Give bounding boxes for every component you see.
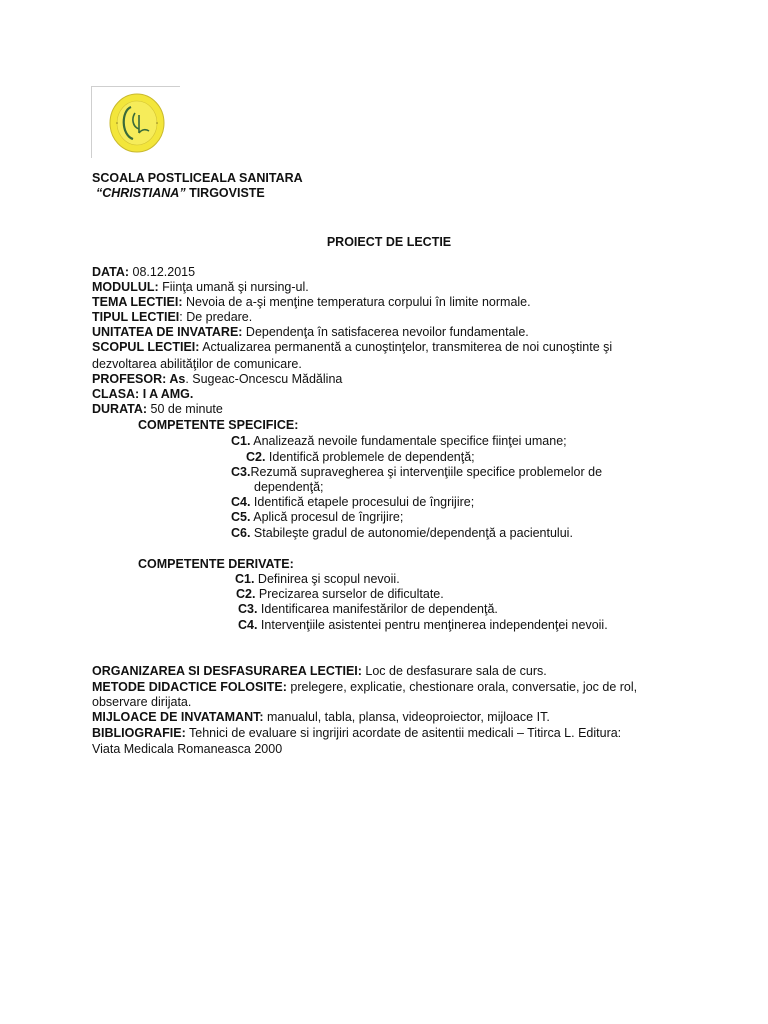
field-tipul-label: TIPUL LECTIEI xyxy=(92,310,180,324)
school-name-line2 xyxy=(96,186,265,201)
competenta-derivata-item xyxy=(236,587,444,602)
competenta-code: C6. xyxy=(231,526,251,540)
school-name: SCOALA POSTLICEALA SANITARA xyxy=(92,171,303,185)
school-logo xyxy=(109,93,165,153)
field-data xyxy=(92,265,195,280)
field-metode-label: METODE DIDACTICE FOLOSITE: xyxy=(92,680,287,694)
competenta-text: Analizează nevoile fundamentale specifice fiinţei umane; xyxy=(250,434,567,448)
field-organizarea xyxy=(92,664,547,679)
field-metode xyxy=(92,680,637,695)
school-city: TIRGOVISTE xyxy=(185,186,265,200)
field-durata xyxy=(92,402,223,417)
competenta-code: C1. xyxy=(231,434,251,448)
competenta-specifica-item xyxy=(231,510,403,525)
competenta-text: Identifică etapele procesului de îngrijire; xyxy=(250,495,475,509)
competenta-text: Definirea şi scopul nevoii. xyxy=(254,572,400,586)
field-mijloace-value: manualul, tabla, plansa, videoproiector, mijloace IT. xyxy=(263,710,550,724)
field-durata-value: 50 de minute xyxy=(147,402,223,416)
competenta-code: C2. xyxy=(246,450,266,464)
competenta-code: C3. xyxy=(231,465,251,479)
field-metode-value: prelegere, explicatie, chestionare orala, conversatie, joc de rol, xyxy=(286,680,638,694)
field-modulul-value: Fiinţa umană şi nursing-ul. xyxy=(158,280,309,294)
competenta-text: Identifică problemele de dependenţă; xyxy=(265,450,475,464)
field-tema-label: TEMA LECTIEI: xyxy=(92,295,183,309)
field-profesor-label: PROFESOR: As xyxy=(92,372,186,386)
school-name-christiana: “CHRISTIANA” xyxy=(96,186,186,200)
competenta-text: Aplică procesul de îngrijire; xyxy=(250,510,404,524)
competenta-code: C4. xyxy=(238,618,258,632)
field-metode-cont: observare dirijata. xyxy=(92,695,192,709)
competenta-text: Precizarea surselor de dificultate. xyxy=(255,587,444,601)
field-clasa: CLASA: I A AMG. xyxy=(92,387,194,401)
competenta-text: Identificarea manifestărilor de dependenţă. xyxy=(257,602,498,616)
competenta-specifica-item xyxy=(231,495,474,510)
competenta-code: C4. xyxy=(231,495,251,509)
competenta-text: Rezumă supravegherea şi intervenţiile specifice problemelor de xyxy=(250,465,603,479)
competenta-specifica-item xyxy=(246,450,475,465)
field-bibliografie xyxy=(92,726,621,741)
field-organizarea-value: Loc de desfasurare sala de curs. xyxy=(361,664,547,678)
field-unitatea-label: UNITATEA DE INVATARE: xyxy=(92,325,243,339)
competenta-code: C1. xyxy=(235,572,255,586)
competenta-text: Stabileşte gradul de autonomie/dependenţă a pacientului. xyxy=(250,526,573,540)
competenta-derivata-item xyxy=(238,618,608,633)
competenta-specifica-item xyxy=(231,526,573,541)
field-unitatea-value: Dependenţa în satisfacerea nevoilor fundamentale. xyxy=(242,325,529,339)
field-unitatea xyxy=(92,325,529,340)
field-tipul-value: : De predare. xyxy=(179,310,253,324)
field-tema xyxy=(92,295,531,310)
field-scopul-label: SCOPUL LECTIEI: xyxy=(92,340,200,354)
competenta-code: C3. xyxy=(238,602,258,616)
competente-derivate-heading: COMPETENTE DERIVATE: xyxy=(138,557,294,571)
competenta-code: C2. xyxy=(236,587,256,601)
competenta-specifica-item xyxy=(231,434,567,449)
competenta-derivata-item xyxy=(235,572,400,587)
field-durata-label: DURATA: xyxy=(92,402,148,416)
field-tema-value: Nevoia de a-şi menţine temperatura corpului în limite normale. xyxy=(182,295,531,309)
field-bibliografie-label: BIBLIOGRAFIE: xyxy=(92,726,186,740)
field-bibliografie-cont: Viata Medicala Romaneasca 2000 xyxy=(92,742,283,756)
competenta-text: Intervenţiile asistentei pentru menţinerea independenţei nevoii. xyxy=(257,618,608,632)
field-scopul-value: Actualizarea permanentă a cunoştinţelor, transmiterea de noi cunoştinte şi xyxy=(199,340,613,354)
field-data-value: 08.12.2015 xyxy=(129,265,196,279)
field-mijloace-label: MIJLOACE DE INVATAMANT: xyxy=(92,710,264,724)
field-data-label: DATA: xyxy=(92,265,130,279)
field-scopul-cont: dezvoltarea abilităţilor de comunicare. xyxy=(92,357,302,371)
competenta-code: C5. xyxy=(231,510,251,524)
competenta-specifica-item-cont: dependenţă; xyxy=(254,480,324,494)
school-logo-frame xyxy=(91,86,180,158)
competenta-specifica-item xyxy=(231,465,602,480)
field-tipul xyxy=(92,310,252,325)
field-bibliografie-value: Tehnici de evaluare si ingrijiri acordate de asitentii medicali – Titirca L. Editura: xyxy=(185,726,622,740)
competenta-derivata-item xyxy=(238,602,498,617)
field-scopul xyxy=(92,340,612,355)
field-mijloace xyxy=(92,710,550,725)
field-profesor xyxy=(92,372,342,387)
field-profesor-value: . Sugeac-Oncescu Mădălina xyxy=(185,372,343,386)
field-organizarea-label: ORGANIZAREA SI DESFASURAREA LECTIEI: xyxy=(92,664,362,678)
field-modulul-label: MODULUL: xyxy=(92,280,159,294)
field-modulul xyxy=(92,280,309,295)
page-title: PROIECT DE LECTIE xyxy=(326,235,452,249)
competente-specifice-heading: COMPETENTE SPECIFICE: xyxy=(138,418,299,432)
